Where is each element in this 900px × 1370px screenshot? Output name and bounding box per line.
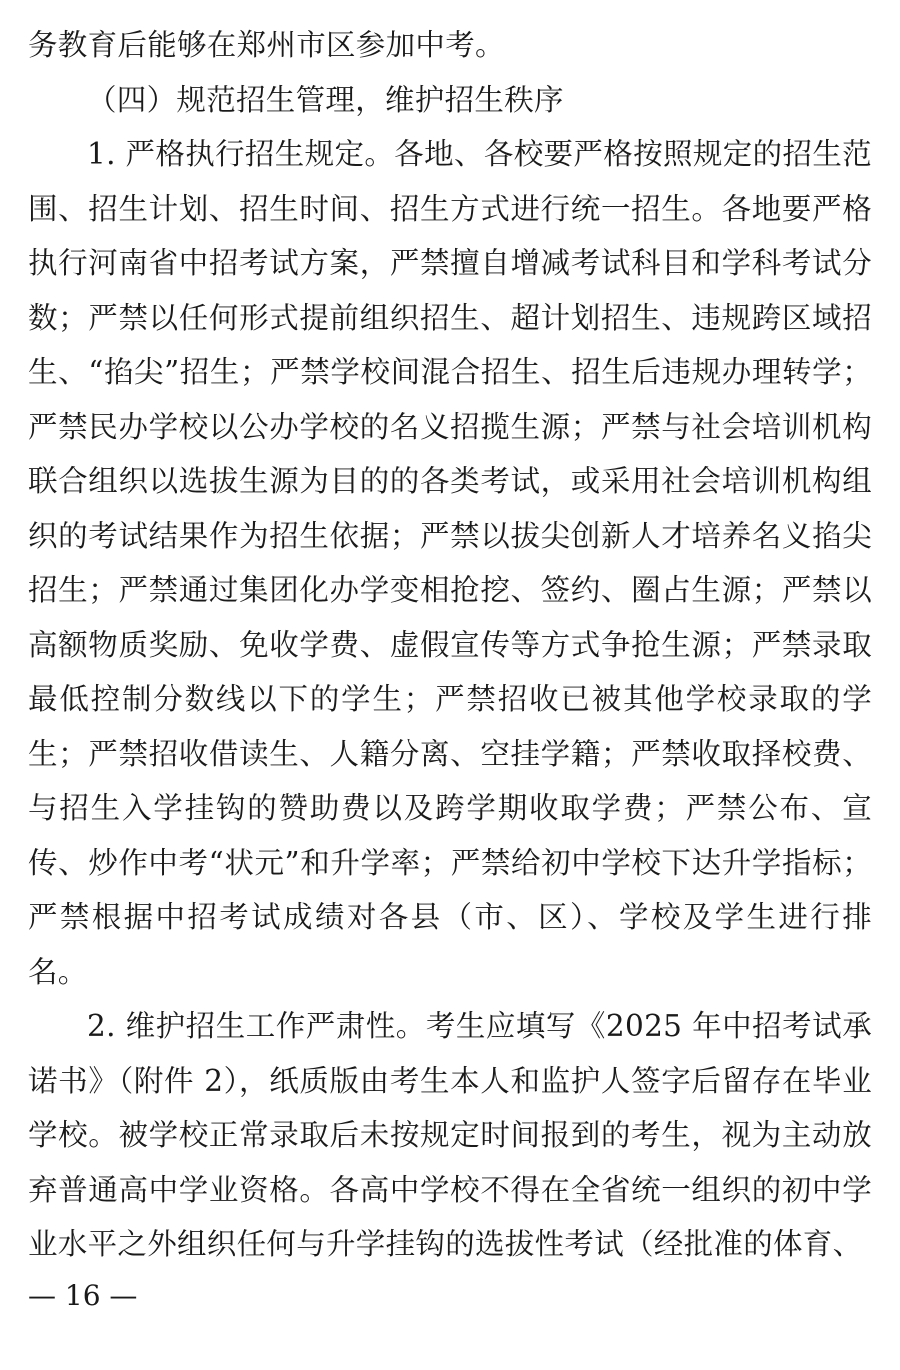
section-heading: （四）规范招生管理，维护招生秩序 [87, 82, 564, 117]
paragraph-item-2: 2. 维护招生工作严肃性。考生应填写《2025 年中招考试承诺书》（附件 2），纸质版由考生本人和监护人签字后留存在毕业学校。被学校正常录取后未按规定时间报到的考生，视为主动放弃普通高中学业资格。各高中学校不得在全省统一组织的初中学业水平之外组织任何与升学挂钩的选拔性考试（经批准的体育、 [28, 1009, 872, 1261]
page-number: — 16 — [28, 1279, 138, 1312]
paragraph-continuation: 务教育后能够在郑州市区参加中考。 [28, 28, 505, 62]
paragraph-item-1: 1. 严格执行招生规定。各地、各校要严格按照规定的招生范围、招生计划、招生时间、招生方式进行统一招生。各地要严格执行河南省中招考试方案，严禁擅自增减考试科目和学科考试分数；严禁以任何形式提前组织招生、超计划招生、违规跨区域招生、“掐尖”招生；严禁学校间混合招生、招生后违规办理转学；严禁民办学校以公办学校的名义招揽生源；严禁与社会培训机构联合组织以选拔生源为目的的各类考试，或采用社会培训机构组织的考试结果作为招生依据；严禁以拔尖创新人才培养名义掐尖招生；严禁通过集团化办学变相抢挖、签约、圈占生源；严禁以高额物质奖励、免收学费、虚假宣传等方式争抢生源；严禁录取最低控制分数线以下的学生；严禁招收已被其他学校录取的学生；严禁招收借读生、人籍分离、空挂学籍；严禁收取择校费、与招生入学挂钩的赞助费以及跨学期收取学费；严禁公布、宣传、炒作中考“状元”和升学率；严禁给初中学校下达升学指标；严禁根据中招考试成绩对各县（市、区）、学校及学生进行排名。 [28, 137, 872, 989]
document-body [28, 18, 872, 1272]
